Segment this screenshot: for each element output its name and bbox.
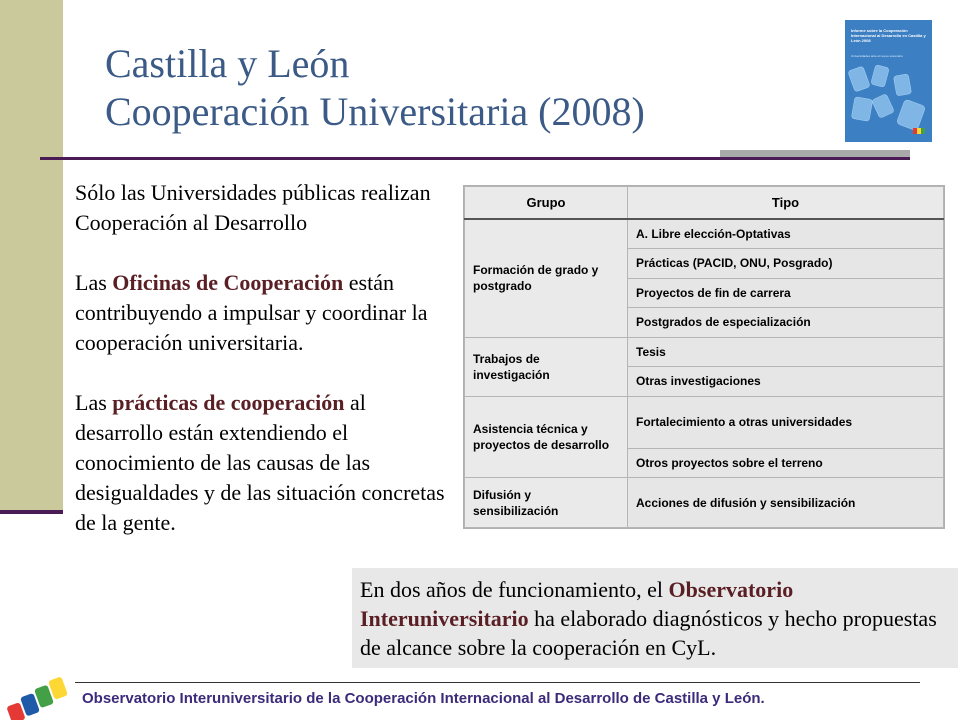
note-highlight: Observatorio Interuniversitario (360, 577, 794, 631)
left-text-block (75, 178, 445, 568)
tipo-cell: Prácticas (PACID, ONU, Posgrado) (628, 249, 944, 279)
decorative-sidebar (0, 0, 63, 510)
cover-subtitle: Universidades ante el nuevo escenario (851, 54, 903, 58)
observatorio-note (360, 575, 950, 662)
paragraph-3-pre: Las (75, 390, 113, 415)
observatorio-logo-icon (0, 675, 80, 720)
slide-title-line1: Castilla y León (105, 41, 350, 86)
tipo-cell: Postgrados de especialización (628, 308, 944, 338)
group-cell: Trabajos de investigación (465, 337, 628, 396)
table-row (465, 396, 944, 448)
note-pre: En dos años de funcionamiento, el (360, 577, 669, 602)
tipo-cell: A. Libre elección-Optativas (628, 219, 944, 249)
paragraph-2-highlight: Oficinas de Cooperación (112, 270, 344, 295)
tipo-cell: Otras investigaciones (628, 367, 944, 397)
observatorio-note-box (352, 568, 958, 668)
tipo-cell: Otros proyectos sobre el terreno (628, 448, 944, 478)
paragraph-2-pre: Las (75, 270, 113, 295)
cooperation-table (463, 185, 945, 529)
cover-title: Informe sobre la Cooperación Internacional al Desarrollo en Castilla y León 2008 (851, 28, 926, 43)
slide-title (105, 40, 645, 136)
note-post: ha elaborado diagnósticos y hecho propuestas de alcance sobre la cooperación en CyL. (360, 606, 937, 660)
table-header-row (465, 187, 944, 219)
paragraph-1-text: Sólo las Universidades públicas realizan Cooperación al Desarrollo (75, 180, 431, 235)
title-divider (40, 157, 910, 160)
report-cover-image (845, 20, 932, 142)
group-cell: Formación de grado y postgrado (465, 219, 628, 338)
paragraph-3-highlight: prácticas de cooperación (112, 390, 345, 415)
group-cell: Difusión y sensibilización (465, 478, 628, 528)
footer-divider (75, 682, 920, 683)
tipo-cell: Fortalecimiento a otras universidades (628, 396, 944, 448)
cooperation-table-grid (464, 186, 944, 528)
paragraph-1 (75, 178, 445, 238)
paragraph-3-post: al desarrollo están extendiendo el conocimiento de las causas de las desigualdades y de las situación concretas de la gente. (75, 390, 445, 535)
paragraph-2 (75, 268, 445, 358)
header-grupo: Grupo (465, 187, 628, 219)
table-row (465, 478, 944, 528)
tipo-cell: Tesis (628, 337, 944, 367)
sidebar-bottom-bar (0, 510, 63, 514)
slide-title-line2: Cooperación Universitaria (2008) (105, 89, 645, 134)
tipo-cell: Acciones de difusión y sensibilización (628, 478, 944, 528)
group-cell: Asistencia técnica y proyectos de desarrollo (465, 396, 628, 477)
paragraph-2-post: están contribuyendo a impulsar y coordinar la cooperación universitaria. (75, 270, 428, 355)
paragraph-3 (75, 388, 445, 538)
footer-text: Observatorio Interuniversitario de la Cooperación Internacional al Desarrollo de Castilla y León. (82, 690, 765, 707)
header-tipo: Tipo (628, 187, 944, 219)
tipo-cell: Proyectos de fin de carrera (628, 278, 944, 308)
table-row (465, 337, 944, 367)
table-row (465, 219, 944, 249)
